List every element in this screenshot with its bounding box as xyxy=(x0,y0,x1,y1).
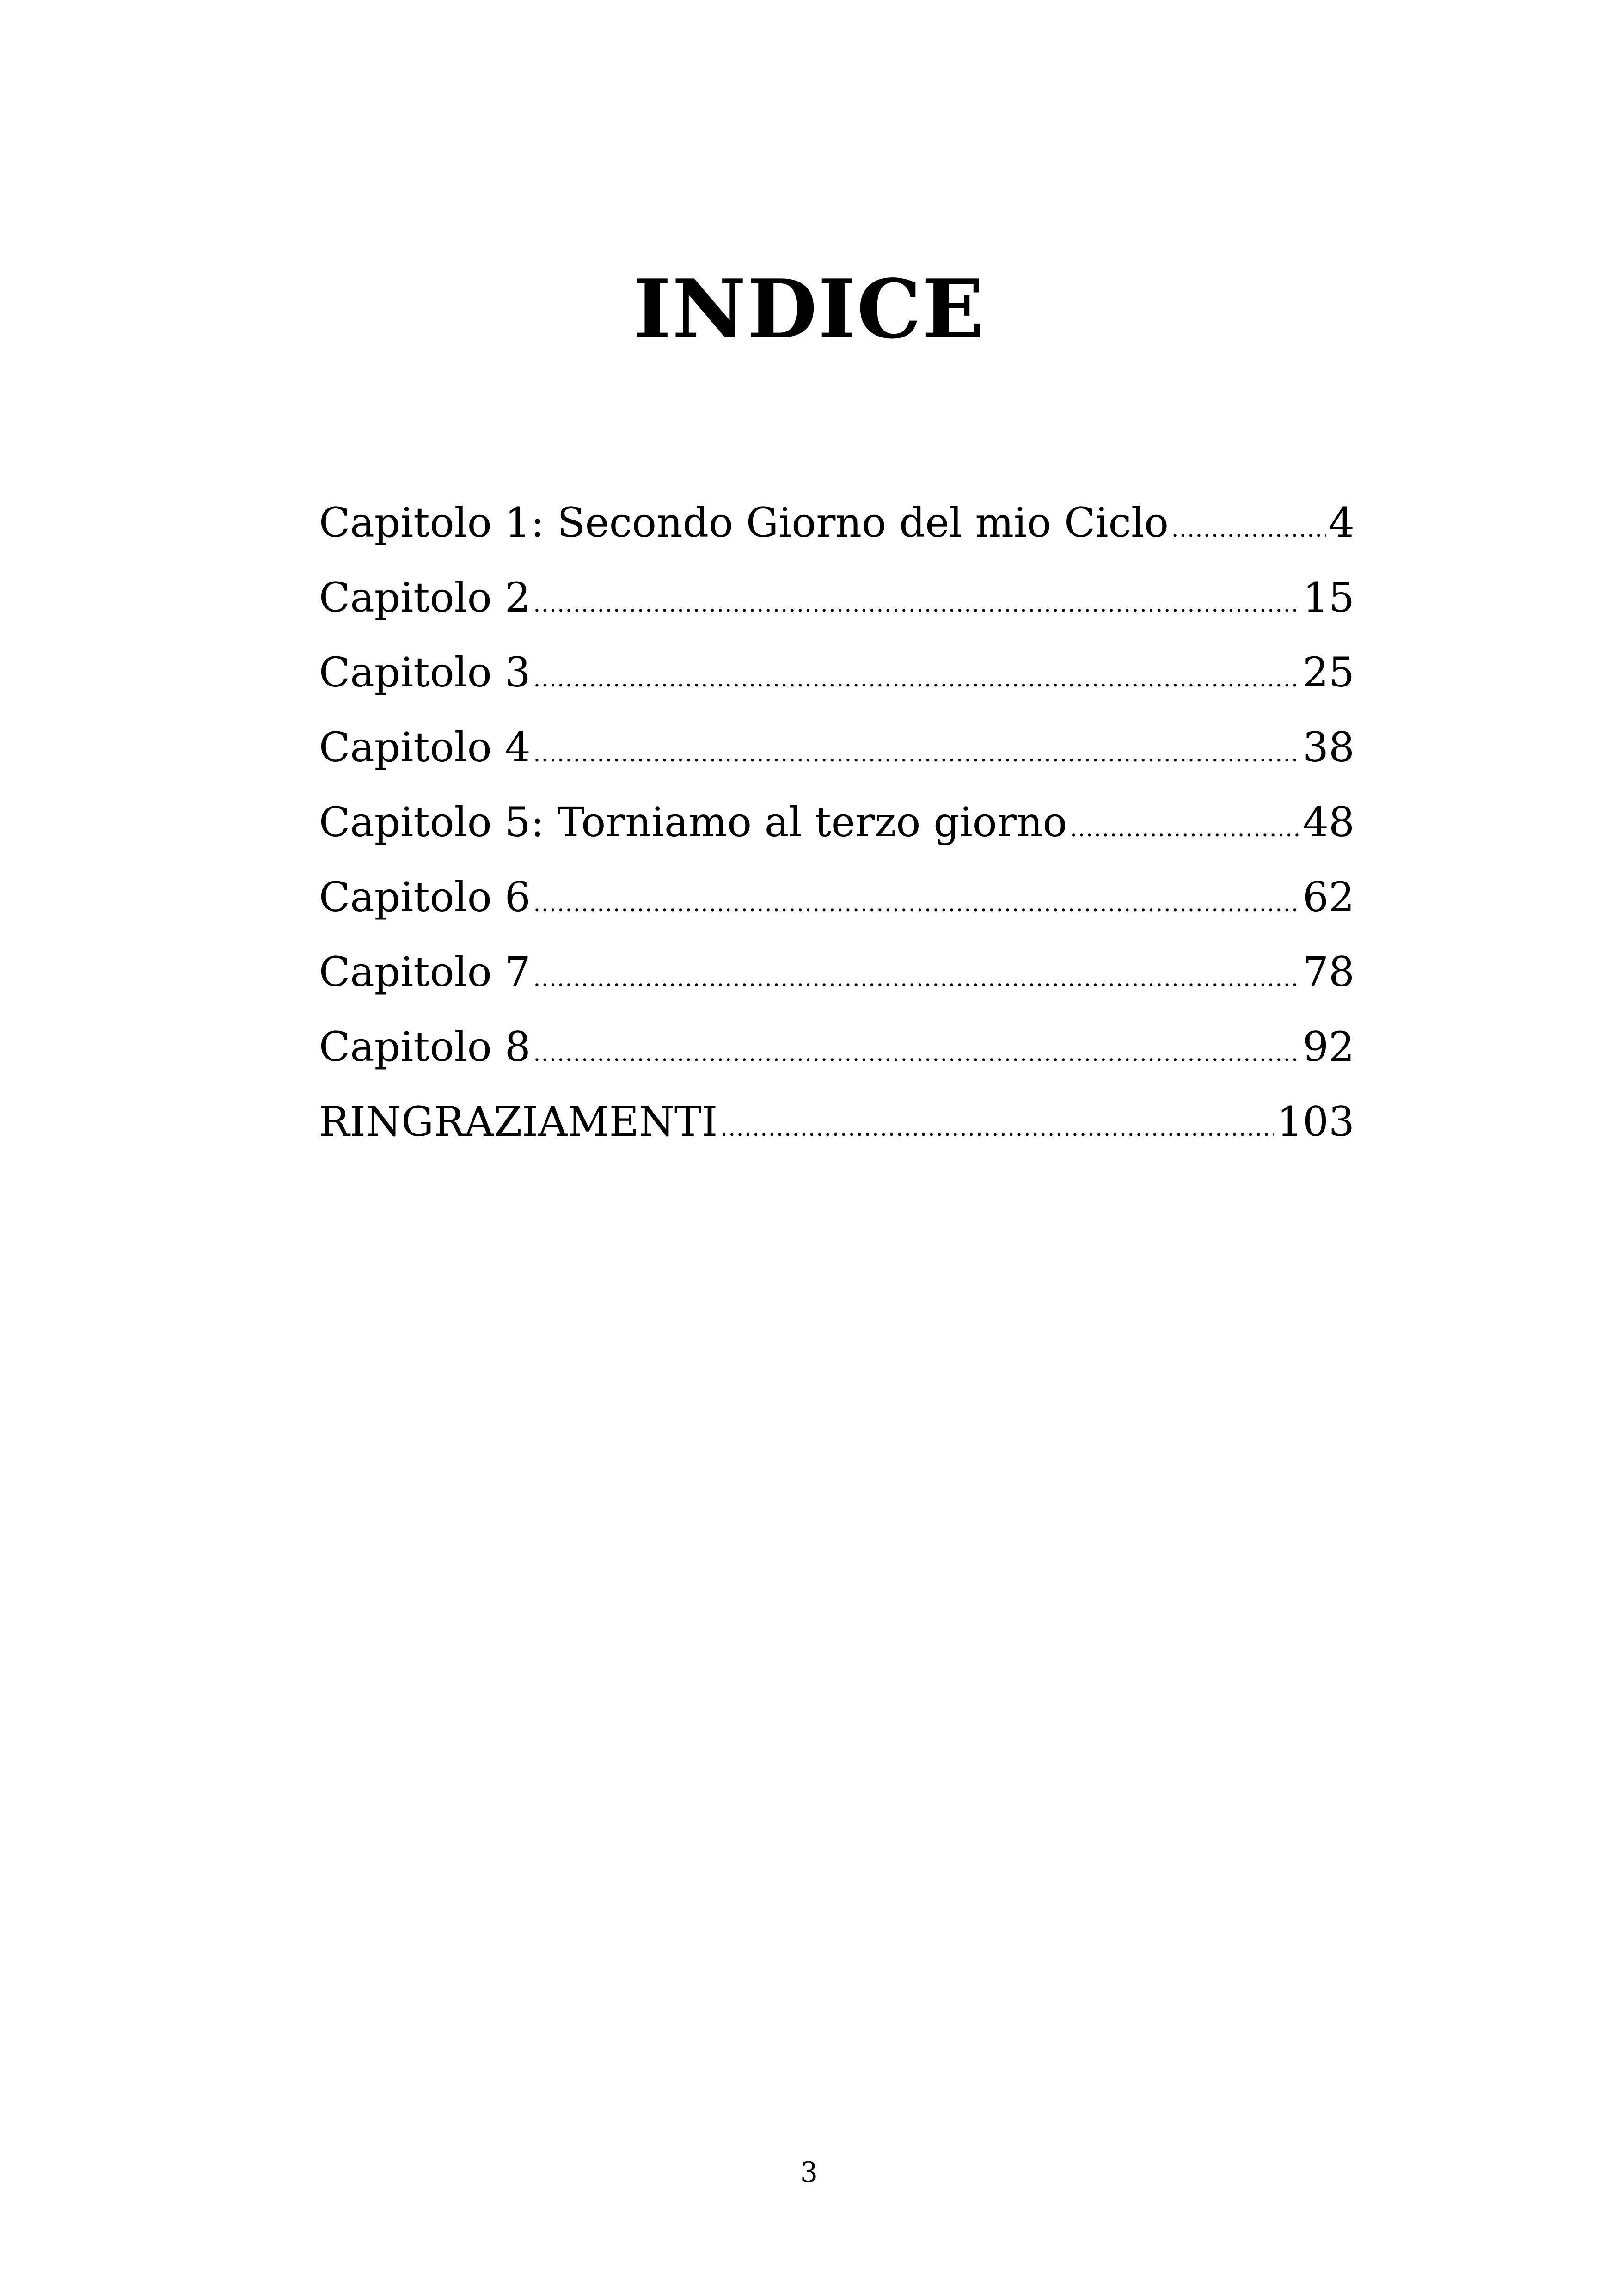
toc-entry-page: 4 xyxy=(1329,499,1354,546)
table-of-contents xyxy=(319,485,1354,1159)
toc-entry-chapter-6[interactable] xyxy=(319,860,1354,935)
toc-entry-acknowledgements[interactable] xyxy=(319,1084,1354,1159)
dot-leader xyxy=(533,941,1300,1010)
dot-leader xyxy=(533,1016,1300,1084)
toc-entry-page: 48 xyxy=(1303,798,1354,846)
dot-leader xyxy=(533,567,1300,635)
toc-entry-chapter-1[interactable] xyxy=(319,485,1354,560)
page-number: 3 xyxy=(800,2156,818,2189)
toc-entry-chapter-7[interactable] xyxy=(319,935,1354,1010)
dot-leader xyxy=(1171,492,1326,560)
toc-entry-page: 15 xyxy=(1303,574,1354,621)
toc-entry-chapter-2[interactable] xyxy=(319,560,1354,635)
toc-entry-label: Capitolo 7 xyxy=(319,948,531,996)
dot-leader xyxy=(720,1091,1274,1159)
toc-entry-label: Capitolo 2 xyxy=(319,574,531,621)
toc-entry-chapter-4[interactable] xyxy=(319,710,1354,785)
toc-entry-label: Capitolo 3 xyxy=(319,649,531,696)
dot-leader xyxy=(533,642,1300,710)
toc-entry-page: 92 xyxy=(1303,1023,1354,1071)
toc-entry-page: 103 xyxy=(1277,1098,1354,1145)
toc-entry-page: 25 xyxy=(1303,649,1354,696)
toc-entry-label: Capitolo 5: Torniamo al terzo giorno xyxy=(319,798,1067,846)
toc-entry-label: Capitolo 6 xyxy=(319,873,531,921)
toc-entry-chapter-3[interactable] xyxy=(319,635,1354,710)
page-title: INDICE xyxy=(633,262,985,357)
dot-leader xyxy=(1070,791,1300,860)
toc-entry-label: Capitolo 1: Secondo Giorno del mio Ciclo xyxy=(319,499,1169,546)
dot-leader xyxy=(533,866,1300,935)
toc-entry-label: Capitolo 8 xyxy=(319,1023,531,1071)
dot-leader xyxy=(533,716,1300,785)
toc-entry-chapter-5[interactable] xyxy=(319,785,1354,860)
toc-entry-label: Capitolo 4 xyxy=(319,723,531,771)
toc-entry-page: 62 xyxy=(1303,873,1354,921)
toc-entry-page: 38 xyxy=(1303,723,1354,771)
toc-entry-chapter-8[interactable] xyxy=(319,1010,1354,1084)
toc-entry-label: RINGRAZIAMENTI xyxy=(319,1098,718,1145)
toc-entry-page: 78 xyxy=(1303,948,1354,996)
